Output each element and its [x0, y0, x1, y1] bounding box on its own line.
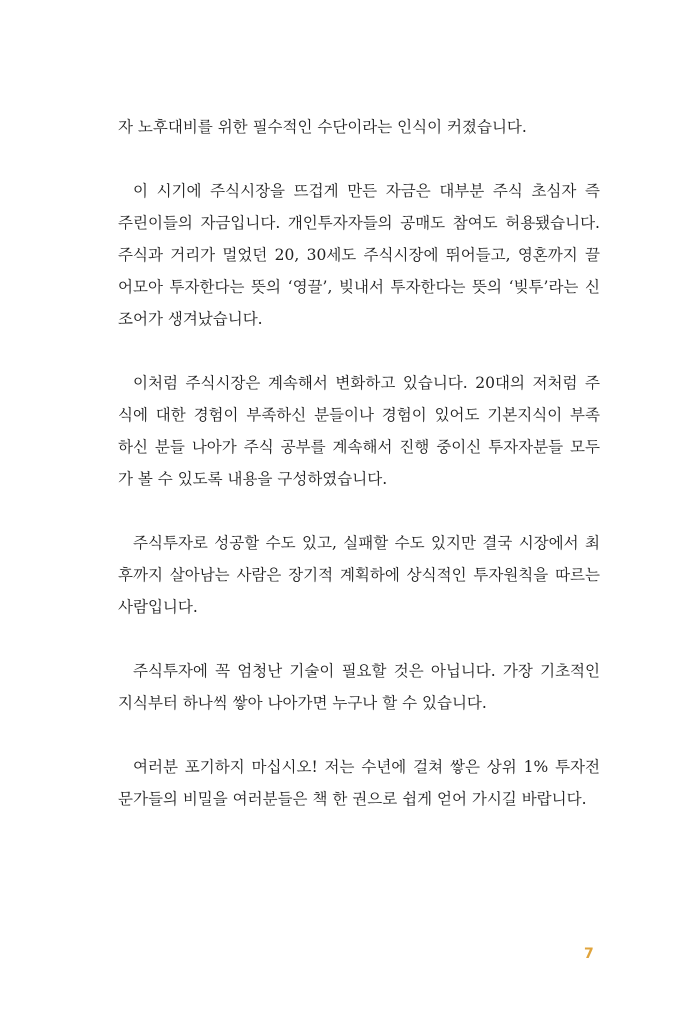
paragraph-3 [118, 367, 600, 495]
paragraph-line: 하신 분들 나아가 주식 공부를 계속해서 진행 중이신 투자자분들 모두 [118, 438, 600, 456]
paragraph-line: 이처럼 주식시장은 계속해서 변화하고 있습니다. 20대의 저처럼 주 [133, 374, 600, 392]
paragraph-line: 이 시기에 주식시장을 뜨겁게 만든 자금은 대부분 주식 초심자 즉 [133, 182, 600, 200]
paragraph-4 [118, 527, 600, 623]
paragraph-line: 식에 대한 경험이 부족하신 분들이나 경험이 있어도 기본지식이 부족 [118, 406, 600, 424]
body-text [118, 111, 600, 847]
paragraph-5 [118, 655, 600, 719]
paragraph-line: 어모아 투자한다는 뜻의 ‘영끌’, 빚내서 투자한다는 뜻의 ‘빚투’라는 신 [118, 278, 600, 296]
paragraph-line: 후까지 살아남는 사람은 장기적 계획하에 상식적인 투자원칙을 따르는 [118, 566, 600, 584]
paragraph-line: 조어가 생겨났습니다. [118, 310, 263, 328]
paragraph-line: 가 볼 수 있도록 내용을 구성하였습니다. [118, 470, 388, 488]
paragraph-line: 사람입니다. [118, 598, 198, 616]
paragraph-line: 주식투자에 꼭 엄청난 기술이 필요할 것은 아닙니다. 가장 기초적인 [133, 662, 600, 680]
paragraph-1 [118, 111, 600, 143]
paragraph-line: 문가들의 비밀을 여러분들은 책 한 권으로 쉽게 얻어 가시길 바랍니다. [118, 790, 587, 808]
paragraph-2 [118, 175, 600, 335]
paragraph-line: 주식투자로 성공할 수도 있고, 실패할 수도 있지만 결국 시장에서 최 [133, 534, 600, 552]
paragraph-line: 자 노후대비를 위한 필수적인 수단이라는 인식이 커졌습니다. [118, 118, 527, 136]
paragraph-line: 여러분 포기하지 마십시오! 저는 수년에 걸쳐 쌓은 상위 1% 투자전 [133, 758, 600, 776]
page-number: 7 [584, 946, 594, 962]
paragraph-line: 주린이들의 자금입니다. 개인투자자들의 공매도 참여도 허용됐습니다. [118, 214, 600, 232]
paragraph-line: 지식부터 하나씩 쌓아 나아가면 누구나 할 수 있습니다. [118, 694, 487, 712]
paragraph-line: 주식과 거리가 멀었던 20, 30세도 주식시장에 뛰어들고, 영혼까지 끌 [118, 246, 600, 264]
paragraph-6 [118, 751, 600, 815]
